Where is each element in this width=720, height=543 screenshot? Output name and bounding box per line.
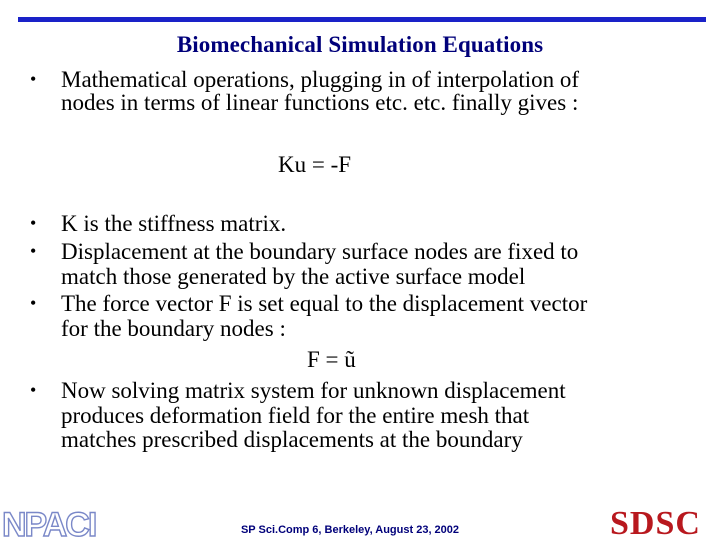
solving-line-1: Now solving matrix system for unknown displacement [61, 378, 566, 403]
bullet-marker: • [30, 380, 37, 400]
force-equation: F = ũ [307, 347, 356, 372]
footer-caption: SP Sci.Comp 6, Berkeley, August 23, 2002 [240, 524, 460, 536]
bullet-marker: • [30, 241, 37, 261]
slide-title: Biomechanical Simulation Equations [176, 32, 544, 57]
solving-line-3: matches prescribed displacements at the boundary [61, 427, 523, 452]
sdsc-logo: SDSC [610, 505, 701, 542]
top-rule [18, 17, 706, 22]
npaci-logo [0, 506, 104, 540]
main-equation: Ku = -F [278, 152, 352, 177]
force-line-2: for the boundary nodes : [61, 316, 286, 341]
solving-line-2: produces deformation field for the entire mesh that [61, 403, 530, 428]
stiffness-line-1: K is the stiffness matrix. [61, 211, 287, 236]
displacement-line-2: match those generated by the active surface model [61, 264, 526, 289]
bullet-marker: • [30, 69, 37, 89]
intro-line-2: nodes in terms of linear functions etc. etc. finally gives : [61, 90, 579, 115]
force-line-1: The force vector F is set equal to the displacement vector [61, 291, 588, 316]
displacement-line-1: Displacement at the boundary surface nodes are fixed to [61, 239, 579, 264]
npaci-logo-text: NPACI [2, 506, 96, 540]
bullet-marker: • [30, 293, 37, 313]
intro-line-1: Mathematical operations, plugging in of interpolation of [61, 67, 580, 92]
bullet-marker: • [30, 213, 37, 233]
